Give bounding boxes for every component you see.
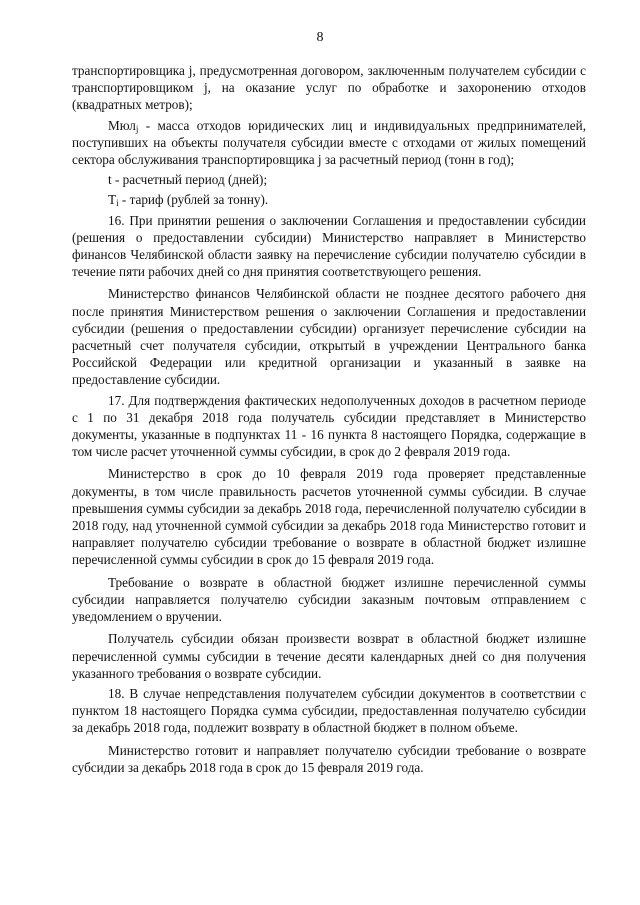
paragraph-clause-16: 16. При принятии решения о заключении Соглашения и предоставлении субсидии (решения о предоставлении субсидии) Министерство направляет в Министерство финансов Челябинской области заявку на перечисление субсидии получателю субсидии в течение пяти рабочих дней со дня принятия соответствующего решения. — [72, 212, 586, 280]
paragraph-final-request: Министерство готовит и направляет получателю субсидии требование о возврате субсидии за декабрь 2018 года в срок до 15 февраля 2019 года. — [72, 742, 586, 775]
page-number: 8 — [316, 30, 324, 45]
paragraph-verification: Министерство в срок до 10 февраля 2019 года проверяет представленные документы, в том числе правильность расчетов уточненной суммы субсидии. В случае превышения суммы субсидии за декабрь 2018 года, перечисленной получателю субсидии в 2018 году, над уточненной суммой субсидии за декабрь 2018 года Министерство готовит и направляет получателю субсидии требование о возврате в областной бюджет излишне перечисленной суммы субсидии в срок до 15 февраля 2019 года. — [72, 466, 586, 568]
paragraph-continuation: транспортировщика j, предусмотренная договором, заключенным получателем субсидии с транспортировщиком j, на оказание услуг по обработке и захоронению отходов (квадратных метров); — [72, 63, 586, 113]
paragraph-definition-mass: Мюл$_j$ - масса отходов юридических лиц и индивидуальных предпринимателей, поступивших на объекты получателя субсидии вместе с отходами от жилых помещений сектора обслуживания транспортировщика j за расчетный период (тонн в год); — [72, 117, 586, 168]
paragraph-definition-period: t - расчетный период (дней); — [108, 172, 268, 188]
paragraph-definition-tariff: $T_i$ - тариф (рублей за тонну). — [108, 192, 269, 209]
paragraph-ministry-finance: Министерство финансов Челябинской области не позднее десятого рабочего дня после принятия Министерством решения о заключении Соглашения и предоставлении субсидии (решения о предоставлении субсидии) организует перечисление субсидии на расчетный счет получателя субсидии, открытый в учреждении Центрального банка Российской Федерации или кредитной организации и указанный в заявке на предоставление субсидии. — [72, 286, 586, 388]
paragraph-clause-17: 17. Для подтверждения фактических недополученных доходов в расчетном периоде с 1 по 31 декабря 2018 года получатель субсидии представляет в Министерство документы, указанные в подпунктах 11 - 16 пункта 8 настоящего Порядка, содержащие в том числе расчет уточненной суммы субсидии, в срок до 2 февраля 2019 года. — [72, 392, 586, 460]
document-body — [72, 62, 586, 779]
paragraph-refund-request: Требование о возврате в областной бюджет излишне перечисленной суммы субсидии направляется получателю субсидии заказным почтовым отправлением с уведомлением о вручении. — [72, 574, 586, 625]
paragraph-clause-18: 18. В случае непредставления получателем субсидии документов в соответствии с пунктом 18 настоящего Порядка сумма субсидии, предоставленная получателю субсидии за декабрь 2018 года, подлежит возврату в областной бюджет в полном объеме. — [72, 685, 586, 736]
paragraph-refund-obligation: Получатель субсидии обязан произвести возврат в областной бюджет излишне перечисленной суммы субсидии в течение десяти календарных дней со дня получения указанного требования о возврате субсидии. — [72, 631, 586, 681]
